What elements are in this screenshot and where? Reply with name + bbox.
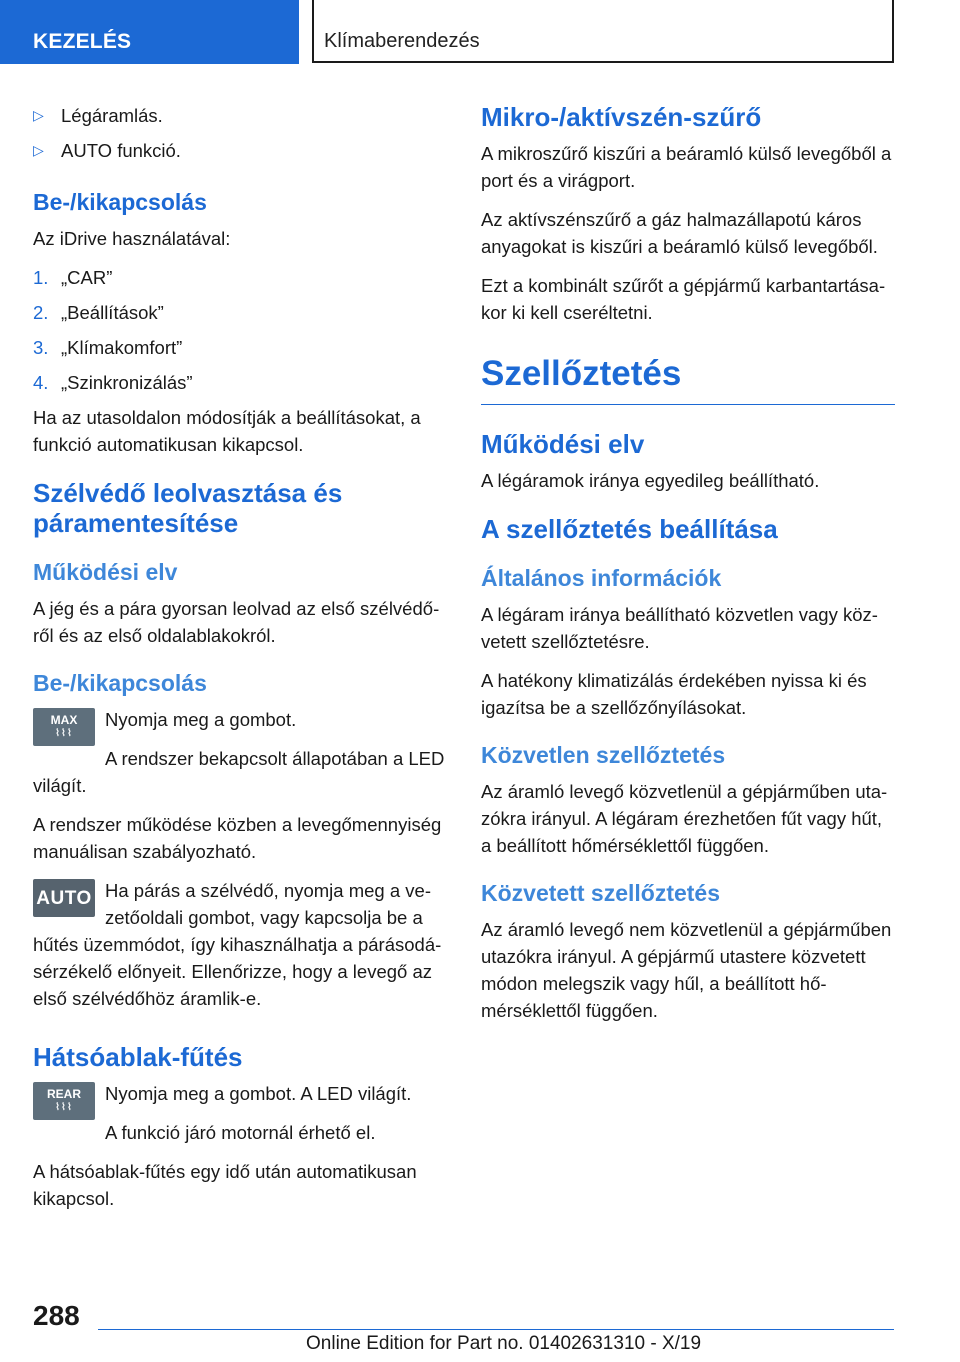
list-item: ▷ AUTO funkció. <box>33 137 447 164</box>
list-item: 3. „Klímakomfort” <box>33 337 183 358</box>
paragraph: Az áramló levegő nem közvetlenül a gépjárműben utazókra irányul. A gépjármű utastere közvetett módon melegszik vagy hűl, a beállított hőmérséklettől függően. <box>481 919 892 1021</box>
right-column <box>481 102 895 1036</box>
paragraph: Nyomja meg a gombot. <box>105 709 297 730</box>
left-column <box>33 102 447 1224</box>
paragraph: Ezt a kombinált szűrőt a gépjármű karbantartásakor ki kell cseréltetni. <box>481 275 886 323</box>
paragraph: A rendszer működése közben a levegőmennyiség manuálisan szabályozható. <box>33 814 442 862</box>
list-item: ▷ Légáramlás. <box>33 102 447 129</box>
list-item: 2. „Beállítások” <box>33 302 164 323</box>
heat-waves-icon: ⌇⌇⌇ <box>55 1102 73 1113</box>
chapter-tab <box>312 0 894 63</box>
section-title: KEZELÉS <box>33 30 132 53</box>
heading-ventilation: Szellőztetés <box>481 354 895 405</box>
paragraph: A légáramok iránya egyedileg beállítható. <box>481 470 820 491</box>
section-tab <box>0 0 299 64</box>
paragraph: A légáram iránya beállítható közvetlen vagy közvetett szellőztetésre. <box>481 604 878 652</box>
heading-rear-heating: Hátsóablak-fűtés <box>33 1042 243 1072</box>
heading-onoff: Be-/kikapcsolás <box>33 670 207 696</box>
heading-onoff: Be-/kikapcsolás <box>33 189 207 215</box>
chapter-title: Klímaberendezés <box>324 30 480 52</box>
heading-principle: Működési elv <box>33 559 178 585</box>
paragraph: A jég és a pára gyorsan leolvad az első szélvédőről és az első oldalablakokról. <box>33 598 440 646</box>
list-item: 4. „Szinkronizálás” <box>33 372 193 393</box>
paragraph: Az iDrive használatával: <box>33 228 231 249</box>
paragraph: Ha párás a szélvédő, nyomja meg a vezetőoldali gombot, vagy kapcsolja be a hűtés üzemmódot, így kihasználhatja a párásodásérzékelő előnyeit. Ellenőrizze, hogy a levegő az első szélvédőhöz áramlik-e. <box>33 880 442 1009</box>
heading-indirect-ventilation: Közvetett szellőztetés <box>481 880 721 906</box>
button-instruction <box>33 1080 447 1146</box>
paragraph: Nyomja meg a gombot. A LED világít. <box>105 1083 412 1104</box>
heat-waves-icon: ⌇⌇⌇ <box>55 728 73 739</box>
paragraph: A funkció járó motornál érhető el. <box>105 1122 376 1143</box>
paragraph: A hatékony klimatizálás érdekében nyissa ki és igazítsa be a szellőzőnyílásokat. <box>481 670 867 718</box>
footer-divider <box>98 1329 894 1330</box>
paragraph: Ha az utasoldalon módosítják a beállításokat, a funkció automatikusan kikapcsol. <box>33 407 421 455</box>
triangle-bullet-icon: ▷ <box>33 107 44 123</box>
heading-principle: Működési elv <box>481 429 645 459</box>
heading-filter: Mikro-/aktívszén-szűrő <box>481 102 762 132</box>
triangle-bullet-icon: ▷ <box>33 142 44 158</box>
heading-ventilation-setting: A szellőztetés beállítása <box>481 514 778 544</box>
heading-direct-ventilation: Közvetlen szellőztetés <box>481 742 726 768</box>
button-instruction <box>33 706 447 799</box>
paragraph: A hátsóablak-fűtés egy idő után automatikusan kikapcsol. <box>33 1161 417 1209</box>
auto-button-icon: AUTO <box>33 879 95 917</box>
page-number: 288 <box>33 1300 80 1331</box>
paragraph: A rendszer bekapcsolt állapotában a LED világít. <box>33 748 445 796</box>
heading-general-info: Általános információk <box>481 565 722 591</box>
heading-defrost: Szélvédő leolvasztása és páramentesítése <box>33 478 343 538</box>
max-defrost-button-icon: MAX ⌇⌇⌇ <box>33 708 95 746</box>
paragraph: Az aktívszénszűrő a gáz halmazállapotú káros anyagokat is kiszűri a beáramló külső levegőből. <box>481 209 878 257</box>
edition-footer: Online Edition for Part no. 01402631310 - X/19 <box>306 1333 702 1354</box>
rear-window-heating-button-icon: REAR ⌇⌇⌇ <box>33 1082 95 1120</box>
button-instruction <box>33 877 447 1012</box>
paragraph: Az áramló levegő közvetlenül a gépjárműben utazókra irányul. A légáram érezhetően fűt vagy hűt, a beállított hőmérséklettől függően. <box>481 781 888 856</box>
list-item: 1. „CAR” <box>33 267 113 288</box>
paragraph: A mikroszűrő kiszűri a beáramló külső levegőből a port és a virágport. <box>481 143 892 191</box>
